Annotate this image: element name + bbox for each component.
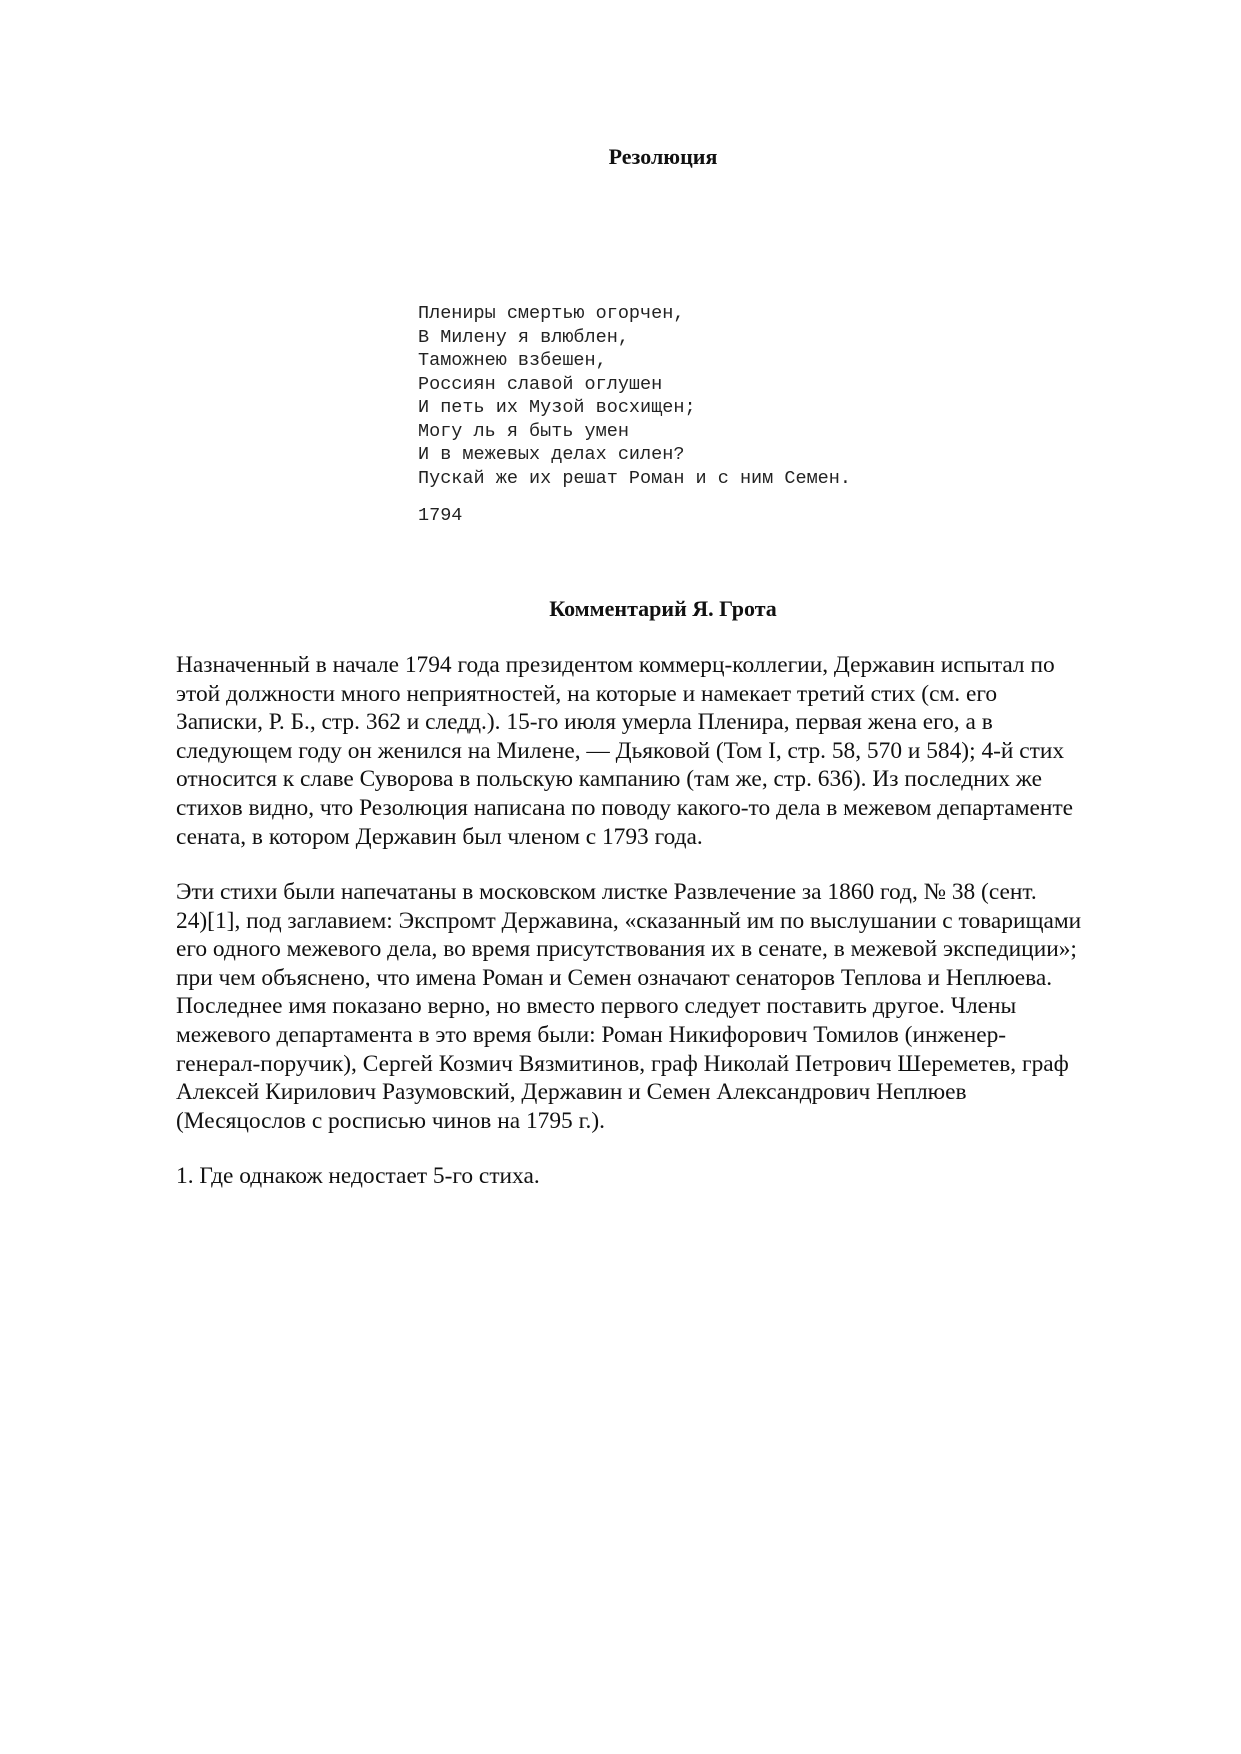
text-line: стихов видно, что Резолюция написана по поводу какого-то дела в межевом департаменте — [176, 794, 1074, 821]
commentary-paragraph-2 — [176, 878, 1146, 1135]
text-line: при чем объяснено, что имена Роман и Семен означают сенаторов Теплова и Неплюева. — [176, 964, 1053, 991]
text-line: относится к славе Суворова в польскую кампанию (там же, стр. 636). Из последних же — [176, 766, 1042, 793]
text-line: межевого департамента в это время были: Роман Никифорович Томилов (инженер- — [176, 1021, 1007, 1048]
poem-line: В Милену я влюблен, — [418, 326, 629, 348]
poem-line: Таможнею взбешен, — [418, 350, 607, 371]
text-line: этой должности много неприятностей, на которые и намекает третий стих (см. его — [176, 680, 998, 707]
text-line: Последнее имя показано верно, но вместо первого следует поставить другое. Члены — [176, 993, 1017, 1020]
commentary-title: Комментарий Я. Грота — [549, 596, 777, 621]
text-line: Алексей Кирилович Разумовский, Державин и Семен Александрович Неплюев — [176, 1079, 967, 1106]
poem-line: Пускай же их решат Роман и с ним Семен. — [418, 467, 851, 489]
poem-line: Могу ль я быть умен — [418, 420, 629, 442]
text-line: сената, в котором Державин был членом с 1793 года. — [176, 823, 703, 850]
poem-date: 1794 — [418, 505, 463, 526]
text-line: 24)[1], под заглавием: Экспромт Державина, «сказанный им по выслушании с товарищами — [176, 907, 1082, 934]
footnote — [176, 1162, 1146, 1191]
footnote-text: 1. Где однакож недостает 5-го стиха. — [176, 1163, 540, 1189]
poem-line: Плениры смертью огорчен, — [418, 303, 685, 324]
commentary-paragraph-1 — [176, 651, 1146, 851]
text-line: его одного межевого дела, во время присутствования их в сенате, в межевой экспедиции»; — [176, 936, 1077, 963]
poem-line: Россиян славой оглушен — [418, 373, 663, 395]
text-line: Эти стихи были напечатаны в московском листке Развлечение за 1860 год, № 38 (сент. — [176, 879, 1037, 905]
poem-line: И петь их Музой восхищен; — [418, 397, 696, 418]
text-line: следующем году он женился на Милене, — Дьяковой (Том I, стр. 58, 570 и 584); 4-й стих — [176, 737, 1065, 764]
poem-line: И в межевых делах силен? — [418, 444, 685, 465]
text-line: (Месяцослов с росписью чинов на 1795 г.). — [176, 1107, 606, 1134]
page-title: Резолюция — [608, 144, 718, 169]
text-line: генерал-поручик), Сергей Козмич Вязмитинов, граф Николай Петрович Шереметев, граф — [176, 1050, 1069, 1077]
text-line: Записки, Р. Б., стр. 362 и следд.). 15-го июля умерла Пленира, первая жена его, а в — [176, 709, 993, 736]
poem — [418, 302, 851, 528]
text-line: Назначенный в начале 1794 года президентом коммерц-коллегии, Державин испытал по — [176, 652, 1055, 678]
